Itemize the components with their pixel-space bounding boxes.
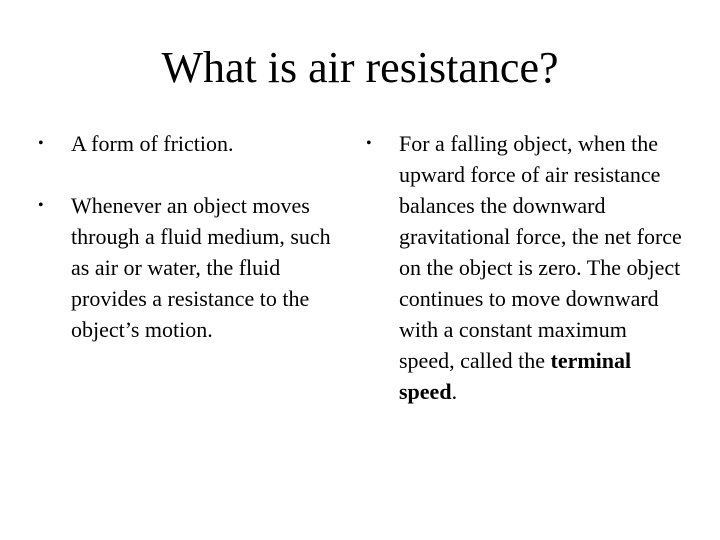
bullet-text: Whenever an object moves through a fluid medium, such as air or water, the fluid provides a resistance to the object’s motion.: [71, 193, 331, 342]
bullet-item: [38, 190, 348, 345]
bullet-item: [38, 128, 348, 159]
bullet-icon: •: [366, 135, 372, 152]
left-bullet-list: [38, 128, 348, 345]
bullet-icon: •: [38, 197, 44, 214]
slide-title: What is air resistance?: [161, 43, 559, 92]
bullet-text-before: For a falling object, when the upward force of air resistance balances the downward gravitational force, the net force on the object is zero. The object continues to move downward with a constant maximum speed, called the: [399, 131, 682, 373]
terminal-speed-term: terminal speed: [399, 348, 632, 404]
bullet-text: A form of friction.: [71, 131, 234, 156]
bullet-item: [366, 128, 682, 407]
bullet-icon: •: [38, 135, 44, 152]
bullet-text-after: .: [451, 379, 458, 404]
right-bullet-list: [366, 128, 682, 407]
bullet-text: [399, 131, 682, 404]
